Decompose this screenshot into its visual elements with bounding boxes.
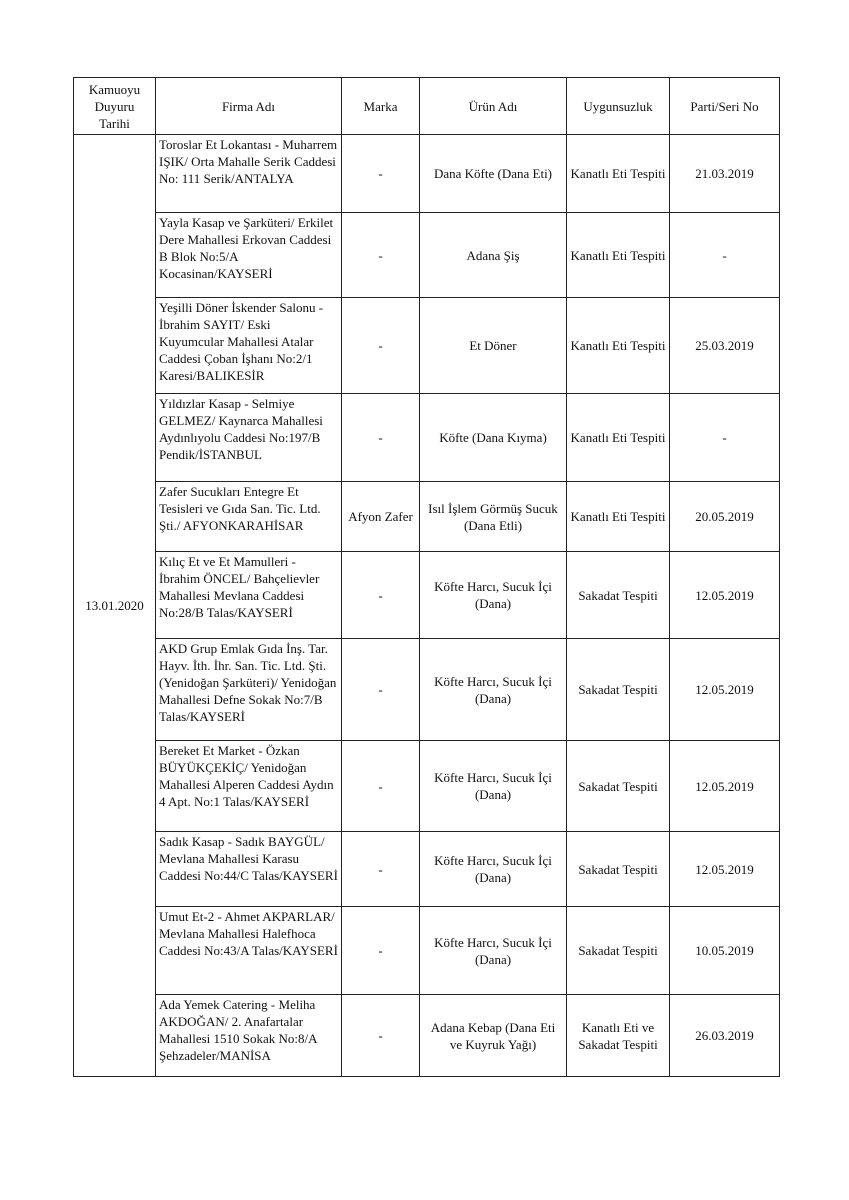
- brand: -: [342, 552, 420, 639]
- product-name: Et Döner: [420, 298, 567, 394]
- nonconformity: Kanatlı Eti Tespiti: [567, 482, 670, 552]
- firm-name: Bereket Et Market - Özkan BÜYÜKÇEKİÇ/ Yenidoğan Mahallesi Alperen Caddesi Aydın 4 Apt. No:1 Talas/KAYSERİ: [156, 741, 342, 832]
- nonconformity: Kanatlı Eti Tespiti: [567, 213, 670, 298]
- brand: -: [342, 639, 420, 741]
- firm-name: Yayla Kasap ve Şarküteri/ Erkilet Dere Mahallesi Erkovan Caddesi B Blok No:5/A Kocasinan/KAYSERİ: [156, 213, 342, 298]
- brand: -: [342, 394, 420, 482]
- batch-no: -: [670, 213, 780, 298]
- product-name: Köfte Harcı, Sucuk İçi (Dana): [420, 552, 567, 639]
- product-name: Köfte Harcı, Sucuk İçi (Dana): [420, 907, 567, 995]
- nonconformity: Sakadat Tespiti: [567, 741, 670, 832]
- brand: -: [342, 995, 420, 1077]
- header-product: Ürün Adı: [420, 78, 567, 135]
- table-row: [74, 135, 780, 213]
- header-row: [74, 78, 780, 135]
- firm-name: AKD Grup Emlak Gıda İnş. Tar. Hayv. İth. İhr. San. Tic. Ltd. Şti. (Yenidoğan Şarküteri)/ Yenidoğan Mahallesi Defne Sokak No:7/B Talas/KAYSERİ: [156, 639, 342, 741]
- table-row: [74, 639, 780, 741]
- firm-name: Ada Yemek Catering - Meliha AKDOĞAN/ 2. Anafartalar Mahallesi 1510 Sokak No:8/A Şehzadeler/MANİSA: [156, 995, 342, 1077]
- header-brand: Marka: [342, 78, 420, 135]
- header-batch: Parti/Seri No: [670, 78, 780, 135]
- table-row: [74, 832, 780, 907]
- nonconformity: Sakadat Tespiti: [567, 552, 670, 639]
- recall-table: [73, 77, 780, 1077]
- product-name: Adana Kebap (Dana Eti ve Kuyruk Yağı): [420, 995, 567, 1077]
- brand: -: [342, 741, 420, 832]
- brand: -: [342, 213, 420, 298]
- table-row: [74, 907, 780, 995]
- firm-name: Toroslar Et Lokantası - Muharrem IŞIK/ Orta Mahalle Serik Caddesi No: 111 Serik/ANTALYA: [156, 135, 342, 213]
- batch-no: 20.05.2019: [670, 482, 780, 552]
- firm-name: Sadık Kasap - Sadık BAYGÜL/ Mevlana Mahallesi Karasu Caddesi No:44/C Talas/KAYSERİ: [156, 832, 342, 907]
- batch-no: 25.03.2019: [670, 298, 780, 394]
- table-row: [74, 741, 780, 832]
- header-date: Kamuoyu Duyuru Tarihi: [74, 78, 156, 135]
- batch-no: 12.05.2019: [670, 832, 780, 907]
- product-name: Köfte Harcı, Sucuk İçi (Dana): [420, 639, 567, 741]
- table-row: [74, 298, 780, 394]
- nonconformity: Kanatlı Eti ve Sakadat Tespiti: [567, 995, 670, 1077]
- brand: Afyon Zafer: [342, 482, 420, 552]
- table-row: [74, 552, 780, 639]
- table-row: [74, 482, 780, 552]
- nonconformity: Kanatlı Eti Tespiti: [567, 135, 670, 213]
- nonconformity: Sakadat Tespiti: [567, 907, 670, 995]
- firm-name: Yeşilli Döner İskender Salonu - İbrahim SAYIT/ Eski Kuyumcular Mahallesi Atalar Caddesi Çoban İşhanı No:2/1 Karesi/BALIKESİR: [156, 298, 342, 394]
- nonconformity: Sakadat Tespiti: [567, 639, 670, 741]
- product-name: Köfte Harcı, Sucuk İçi (Dana): [420, 832, 567, 907]
- announcement-date: 13.01.2020: [74, 135, 156, 1077]
- brand: -: [342, 907, 420, 995]
- nonconformity: Kanatlı Eti Tespiti: [567, 298, 670, 394]
- brand: -: [342, 135, 420, 213]
- batch-no: 12.05.2019: [670, 741, 780, 832]
- product-name: Isıl İşlem Görmüş Sucuk (Dana Etli): [420, 482, 567, 552]
- batch-no: -: [670, 394, 780, 482]
- batch-no: 21.03.2019: [670, 135, 780, 213]
- batch-no: 12.05.2019: [670, 552, 780, 639]
- header-nonconformity: Uygunsuzluk: [567, 78, 670, 135]
- nonconformity: Sakadat Tespiti: [567, 832, 670, 907]
- firm-name: Umut Et-2 - Ahmet AKPARLAR/ Mevlana Mahallesi Halefhoca Caddesi No:43/A Talas/KAYSERİ: [156, 907, 342, 995]
- table-row: [74, 394, 780, 482]
- batch-no: 12.05.2019: [670, 639, 780, 741]
- product-name: Köfte Harcı, Sucuk İçi (Dana): [420, 741, 567, 832]
- brand: -: [342, 298, 420, 394]
- table-row: [74, 995, 780, 1077]
- batch-no: 10.05.2019: [670, 907, 780, 995]
- header-firm: Firma Adı: [156, 78, 342, 135]
- brand: -: [342, 832, 420, 907]
- firm-name: Zafer Sucukları Entegre Et Tesisleri ve Gıda San. Tic. Ltd. Şti./ AFYONKARAHİSAR: [156, 482, 342, 552]
- product-name: Dana Köfte (Dana Eti): [420, 135, 567, 213]
- product-name: Adana Şiş: [420, 213, 567, 298]
- firm-name: Yıldızlar Kasap - Selmiye GELMEZ/ Kaynarca Mahallesi Aydınlıyolu Caddesi No:197/B Pendik/İSTANBUL: [156, 394, 342, 482]
- batch-no: 26.03.2019: [670, 995, 780, 1077]
- product-name: Köfte (Dana Kıyma): [420, 394, 567, 482]
- table-row: [74, 213, 780, 298]
- nonconformity: Kanatlı Eti Tespiti: [567, 394, 670, 482]
- firm-name: Kılıç Et ve Et Mamulleri - İbrahim ÖNCEL/ Bahçelievler Mahallesi Mevlana Caddesi No:28/B Talas/KAYSERİ: [156, 552, 342, 639]
